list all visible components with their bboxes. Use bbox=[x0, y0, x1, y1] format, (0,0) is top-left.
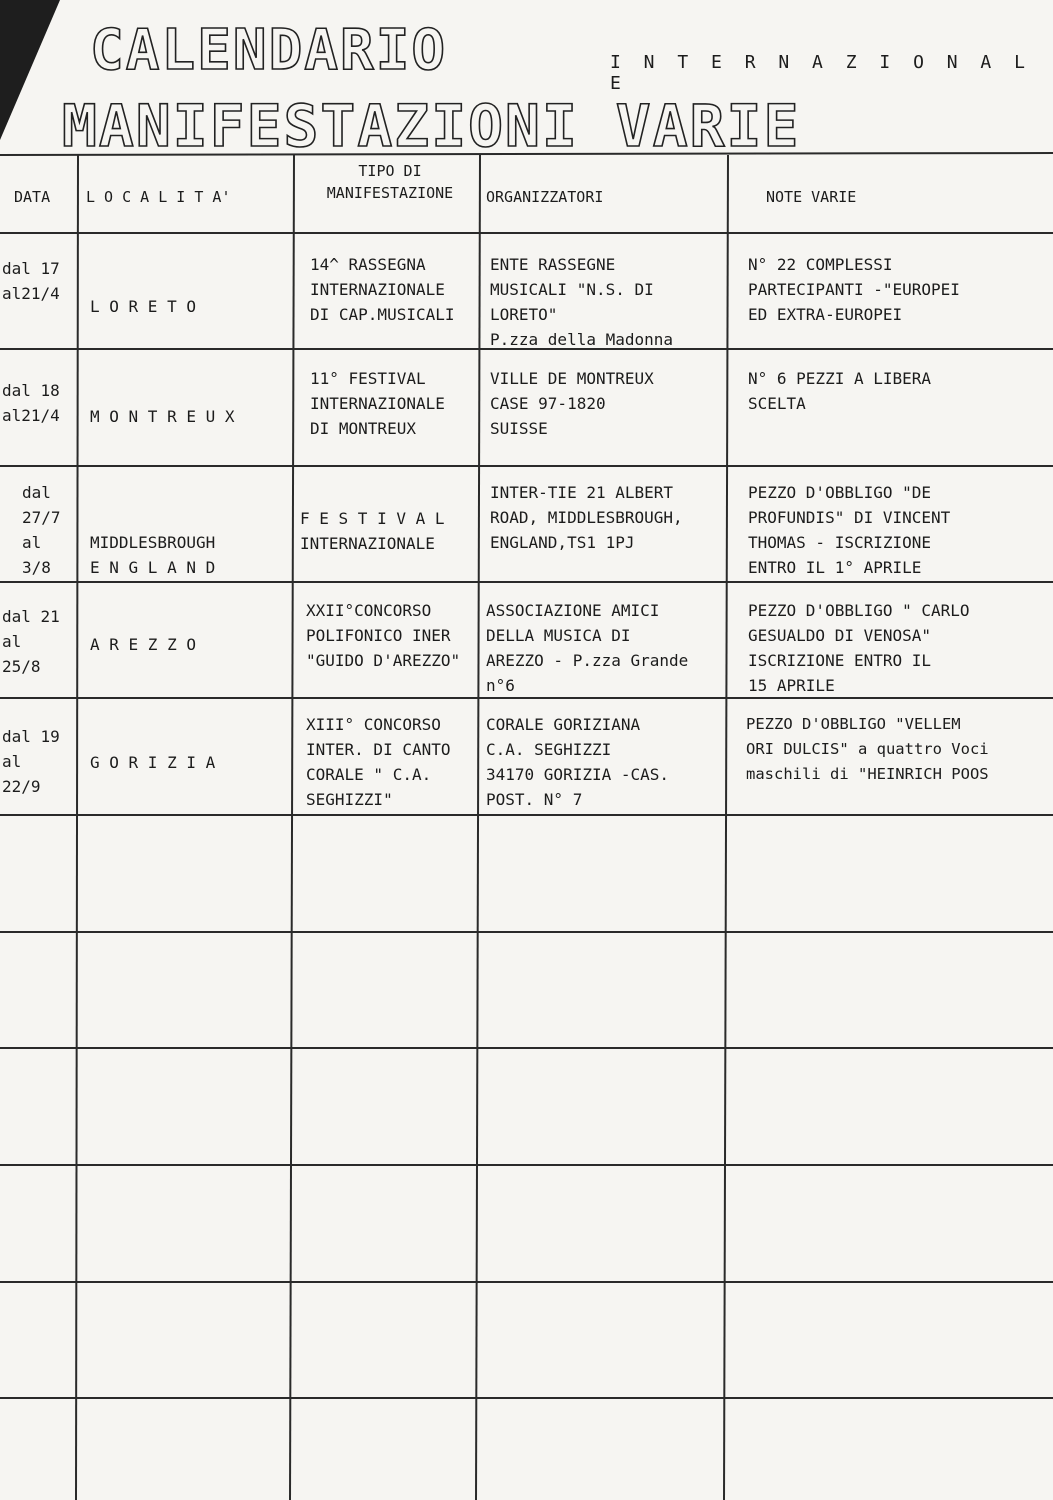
cell-organizzatori: ASSOCIAZIONE AMICI DELLA MUSICA DI AREZZO - P.zza Grande n°6 bbox=[486, 601, 689, 695]
cell-tipo: XXII°CONCORSO POLIFONICO INER "GUIDO D'AREZZO" bbox=[306, 601, 461, 670]
cell-tipo: 11° FESTIVAL INTERNAZIONALE DI MONTREUX bbox=[310, 369, 445, 438]
cell-localita: MIDDLESBROUGH E N G L A N D bbox=[90, 533, 216, 577]
column-header-organizzatori: ORGANIZZATORI bbox=[486, 188, 604, 206]
column-header-data: DATA bbox=[14, 188, 51, 206]
cell-data: dal 27/7 al 3/8 bbox=[22, 483, 61, 577]
cell-note: PEZZO D'OBBLIGO "VELLEM ORI DULCIS" a quattro Voci maschili di "HEINRICH POOS bbox=[746, 715, 989, 783]
cell-data: dal 18 al21/4 bbox=[2, 381, 60, 425]
cell-localita: G O R I Z I A bbox=[90, 753, 216, 772]
cell-tipo: F E S T I V A L INTERNAZIONALE bbox=[300, 509, 445, 553]
cell-note: PEZZO D'OBBLIGO "DE PROFUNDIS" DI VINCENT THOMAS - ISCRIZIONE ENTRO IL 1° APRILE bbox=[748, 483, 951, 577]
cell-data: dal 19 al 22/9 bbox=[2, 727, 60, 796]
column-header-note: NOTE VARIE bbox=[766, 188, 857, 206]
cell-note: N° 22 COMPLESSI PARTECIPANTI -"EUROPEI ED EXTRA-EUROPEI bbox=[748, 255, 960, 324]
cell-organizzatori: VILLE DE MONTREUX CASE 97-1820 SUISSE bbox=[490, 369, 654, 438]
cell-localita: A R E Z Z O bbox=[90, 635, 196, 654]
cell-data: dal 21 al 25/8 bbox=[2, 607, 60, 676]
cell-organizzatori: CORALE GORIZIANA C.A. SEGHIZZI 34170 GORIZIA -CAS. POST. N° 7 bbox=[486, 715, 670, 809]
cell-organizzatori: INTER-TIE 21 ALBERT ROAD, MIDDLESBROUGH, ENGLAND,TS1 1PJ bbox=[490, 483, 683, 552]
cell-localita: M O N T R E U X bbox=[90, 407, 235, 426]
cell-tipo: 14^ RASSEGNA INTERNAZIONALE DI CAP.MUSICALI bbox=[310, 255, 455, 324]
column-header-tipo: TIPO DI MANIFESTAZIONE bbox=[326, 162, 454, 202]
cell-note: N° 6 PEZZI A LIBERA SCELTA bbox=[748, 369, 932, 413]
cell-data: dal 17 al21/4 bbox=[2, 259, 60, 303]
subtitle: I N T E R N A Z I O N A L E bbox=[610, 52, 1031, 94]
cell-tipo: XIII° CONCORSO INTER. DI CANTO CORALE " C.A. SEGHIZZI" bbox=[306, 715, 451, 809]
cell-localita: L O R E T O bbox=[90, 297, 196, 316]
column-header-localita: L O C A L I T A' bbox=[86, 188, 231, 206]
title-line-2: MANIFESTAZIONI VARIE bbox=[62, 92, 801, 160]
cell-note: PEZZO D'OBBLIGO " CARLO GESUALDO DI VENOSA" ISCRIZIONE ENTRO IL 15 APRILE bbox=[748, 601, 970, 695]
cell-organizzatori: ENTE RASSEGNE MUSICALI "N.S. DI LORETO" P.zza della Madonna bbox=[490, 255, 674, 349]
title-line-1: CALENDARIO bbox=[90, 18, 448, 83]
